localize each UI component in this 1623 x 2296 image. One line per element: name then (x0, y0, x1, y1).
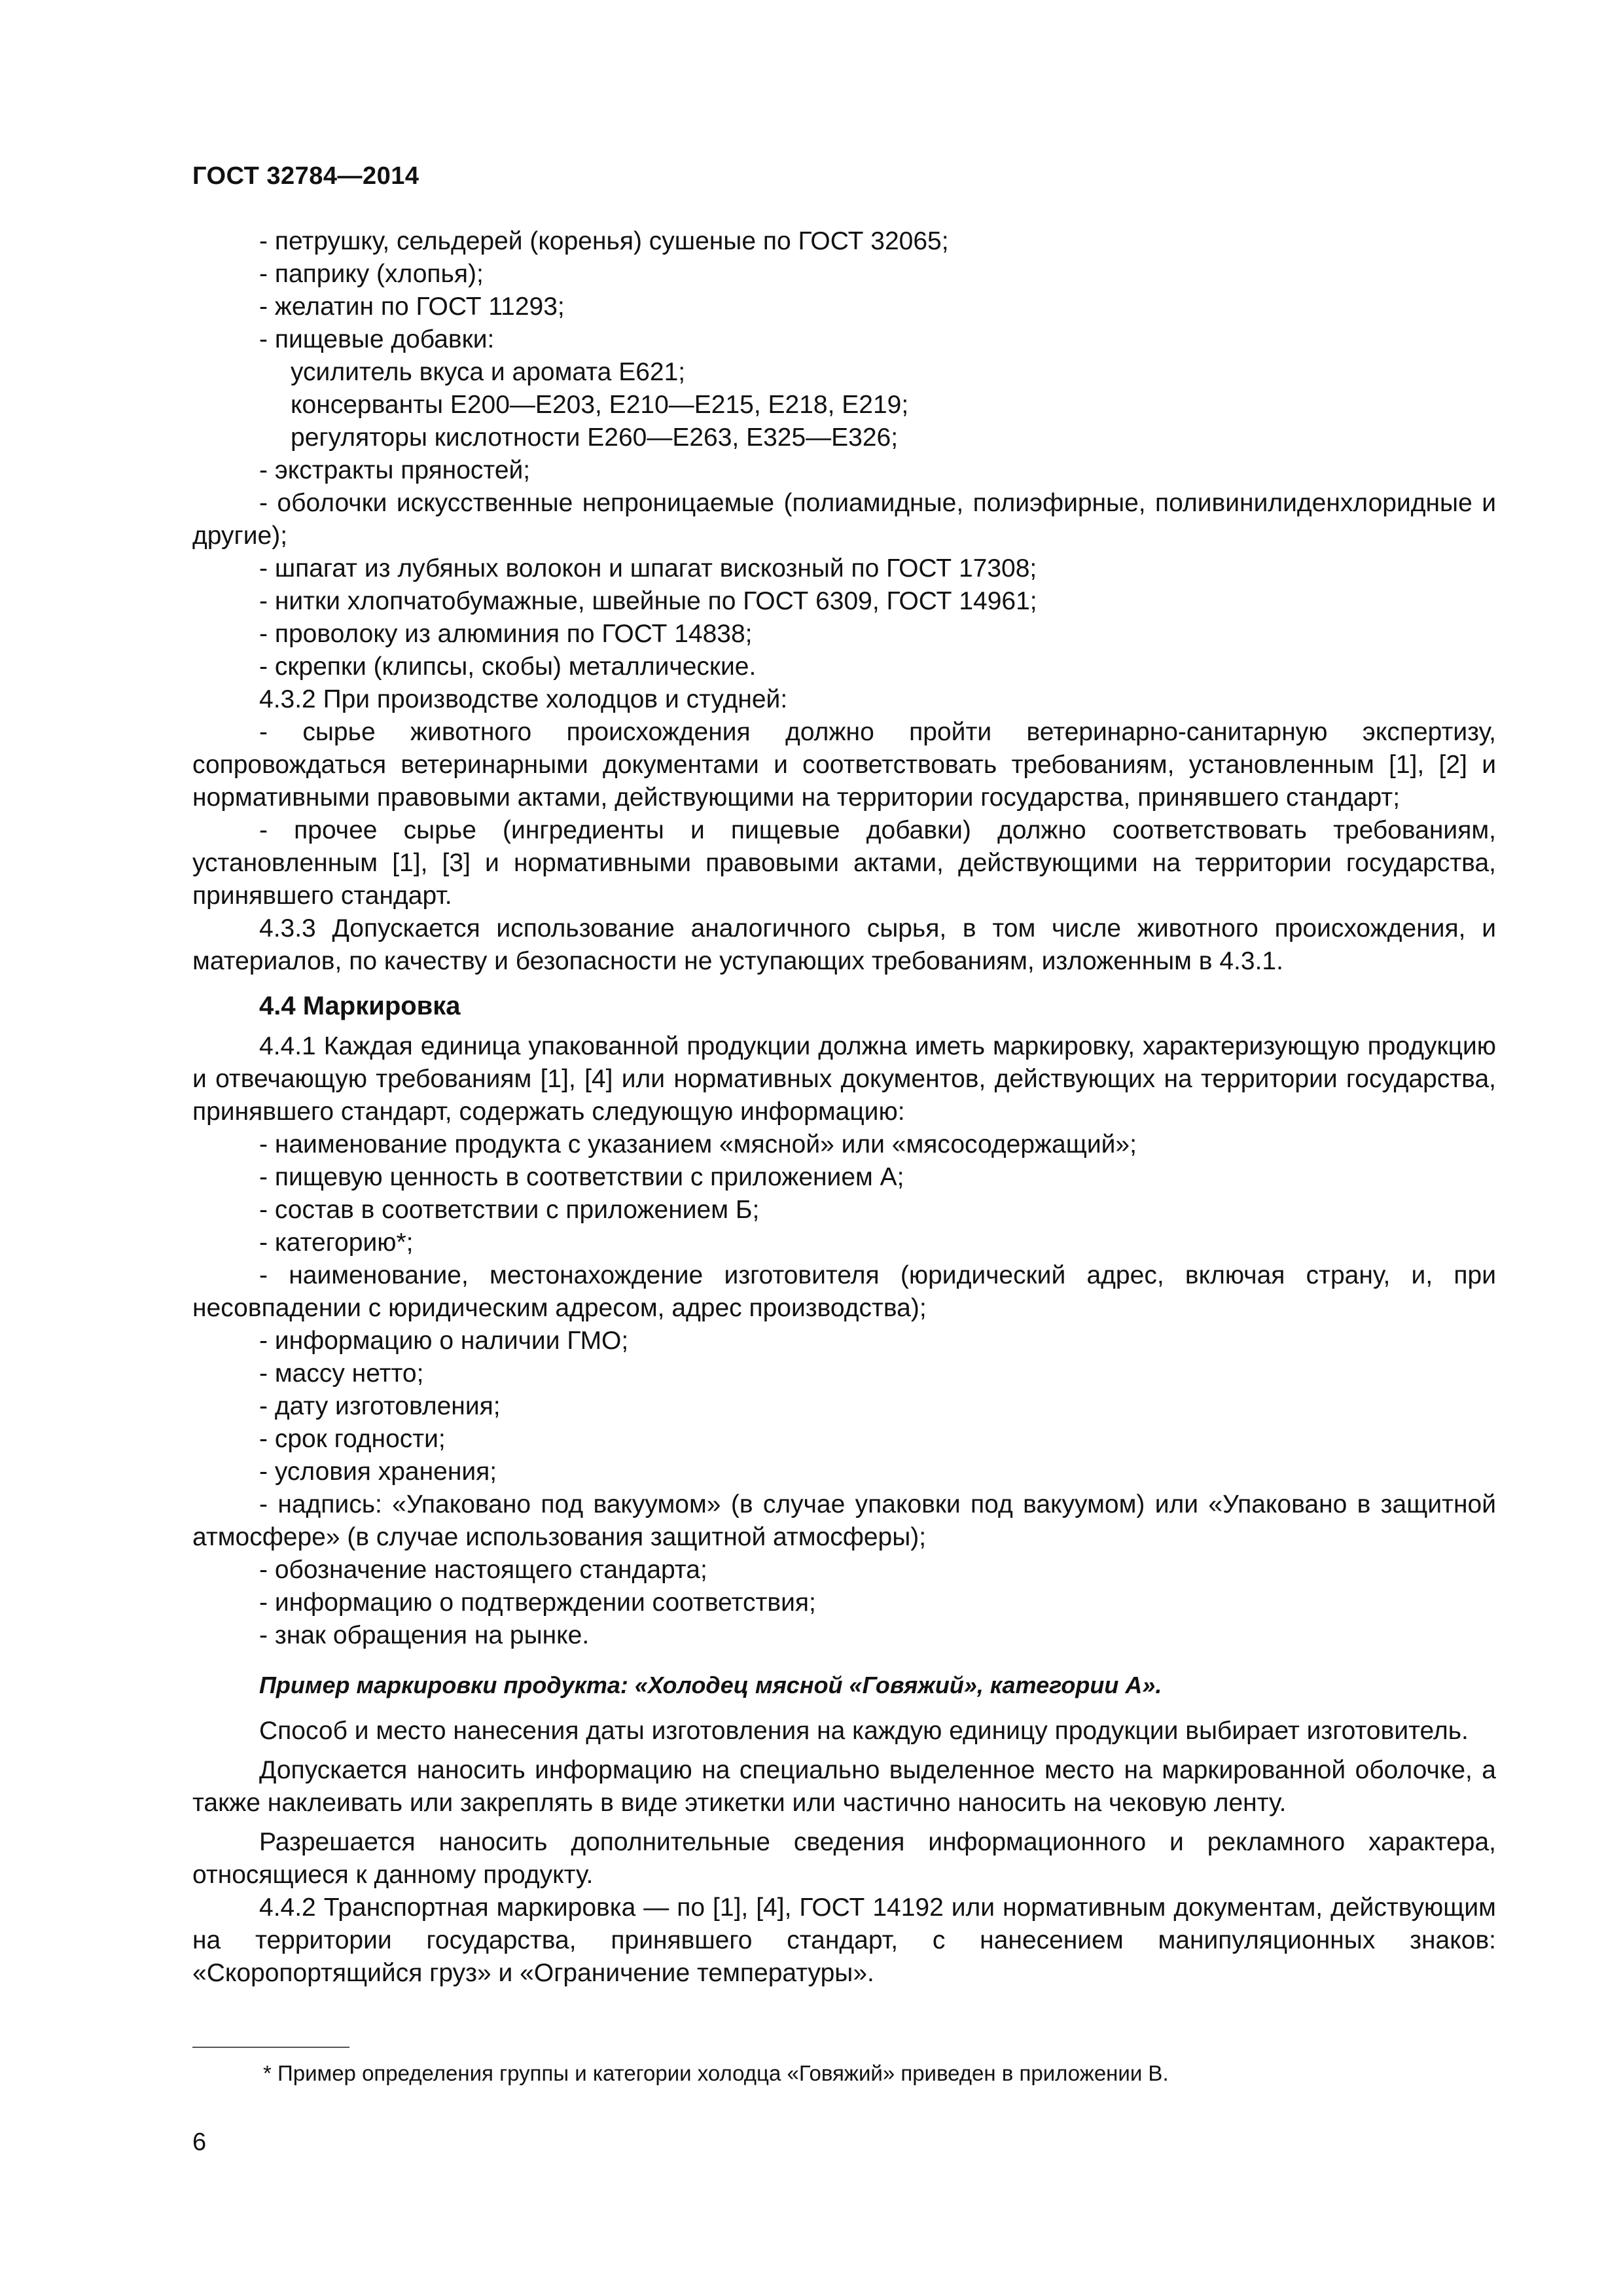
list-item: - массу нетто; (259, 1359, 424, 1388)
sub-list-item: консерванты Е200—Е203, Е210—Е215, Е218, Е219; (291, 391, 909, 419)
list-item: - информацию о наличии ГМО; (259, 1327, 629, 1355)
list-item: - наименование продукта с указанием «мясной» или «мясосодержащий»; (259, 1130, 1137, 1158)
clause-paragraph: 4.3.2 При производстве холодцов и студней: (259, 685, 788, 713)
list-item: - наименование, местонахождение изготовителя (юридический адрес, включая страну, и, при несовпадении с юридическим адресом, адрес производства); (192, 1261, 1496, 1322)
body-paragraph: Способ и место нанесения даты изготовления на каждую единицу продукции выбирает изготовитель. (259, 1717, 1469, 1745)
list-item: - прочее сырье (ингредиенты и пищевые добавки) должно соответствовать требованиям, установленным [1], [3] и нормативными правовыми актами, действующими на территории государства, принявшего стандарт. (192, 816, 1496, 910)
clause-paragraph: 4.3.3 Допускается использование аналогичного сырья, в том числе животного происхождения, и материалов, по качеству и безопасности не уступающих требованиям, изложенным в 4.3.1. (192, 914, 1496, 975)
list-item: - шпагат из лубяных волокон и шпагат вискозный по ГОСТ 17308; (259, 554, 1037, 583)
list-item: - дату изготовления; (259, 1392, 501, 1420)
document-header: ГОСТ 32784—2014 (192, 162, 419, 190)
list-item: - нитки хлопчатобумажные, швейные по ГОСТ 6309, ГОСТ 14961; (259, 587, 1037, 615)
section-heading: 4.4 Маркировка (259, 992, 461, 1020)
list-item: - экстракты пряностей; (259, 456, 531, 484)
list-item: - пищевые добавки: (259, 325, 495, 353)
list-item: - состав в соответствии с приложением Б; (259, 1196, 760, 1224)
sub-list-item: регуляторы кислотности Е260—Е263, Е325—Е326; (291, 423, 899, 452)
list-item: - паприку (хлопья); (259, 260, 484, 288)
list-item: - надпись: «Упаковано под вакуумом» (в случае упаковки под вакуумом) или «Упаковано в защитной атмосфере» (в случае использования защитной атмосферы); (192, 1490, 1496, 1551)
clause-paragraph: 4.4.2 Транспортная маркировка — по [1], [4], ГОСТ 14192 или нормативным документам, действующим на территории государства, принявшего стандарт, с нанесением манипуляционных знаков: «Скоропортящийся груз» и «Ограничение температуры». (192, 1893, 1496, 1987)
list-item: - знак обращения на рынке. (259, 1621, 590, 1649)
list-item: - условия хранения; (259, 1458, 497, 1486)
list-item: - сырье животного происхождения должно пройти ветеринарно-санитарную экспертизу, сопровождаться ветеринарными документами и соответствовать требованиям, установленным [1], [2] и нормативными правовыми актами, действующими на территории государства, принявшего стандарт; (192, 718, 1496, 812)
footnote-divider (192, 2047, 349, 2048)
list-item: - петрушку, сельдерей (коренья) сушеные по ГОСТ 32065; (259, 227, 949, 255)
list-item: - обозначение настоящего стандарта; (259, 1556, 707, 1584)
list-item: - желатин по ГОСТ 11293; (259, 293, 565, 321)
sub-list-item: усилитель вкуса и аромата Е621; (291, 358, 686, 386)
list-item: - категорию*; (259, 1229, 414, 1257)
list-item: - проволоку из алюминия по ГОСТ 14838; (259, 620, 753, 648)
document-body (192, 225, 1496, 1990)
clause-paragraph: 4.4.1 Каждая единица упакованной продукции должна иметь маркировку, характеризующую продукцию и отвечающую требованиям [1], [4] или нормативных документов, действующих на территории государства, принявшего стандарт, содержать следующую информацию: (192, 1032, 1496, 1126)
footnote: * Пример определения группы и категории холодца «Говяжий» приведен в приложении В. (263, 2061, 1169, 2085)
body-paragraph: Допускается наносить информацию на специально выделенное место на маркированной оболочке, а также наклеивать или закреплять в виде этикетки или частично наносить на чековую ленту. (192, 1756, 1496, 1817)
example-line: Пример маркировки продукта: «Холодец мясной «Говяжий», категории А». (259, 1672, 1162, 1698)
page-number: 6 (192, 2128, 207, 2156)
body-paragraph: Разрешается наносить дополнительные сведения информационного и рекламного характера, относящиеся к данному продукту. (192, 1828, 1496, 1889)
list-item: - оболочки искусственные непроницаемые (полиамидные, полиэфирные, поливинилиденхлоридные и другие); (192, 489, 1496, 550)
list-item: - информацию о подтверждении соответствия; (259, 1588, 816, 1617)
list-item: - срок годности; (259, 1425, 446, 1453)
list-item: - пищевую ценность в соответствии с приложением А; (259, 1163, 904, 1191)
list-item: - скрепки (клипсы, скобы) металлические. (259, 653, 757, 681)
